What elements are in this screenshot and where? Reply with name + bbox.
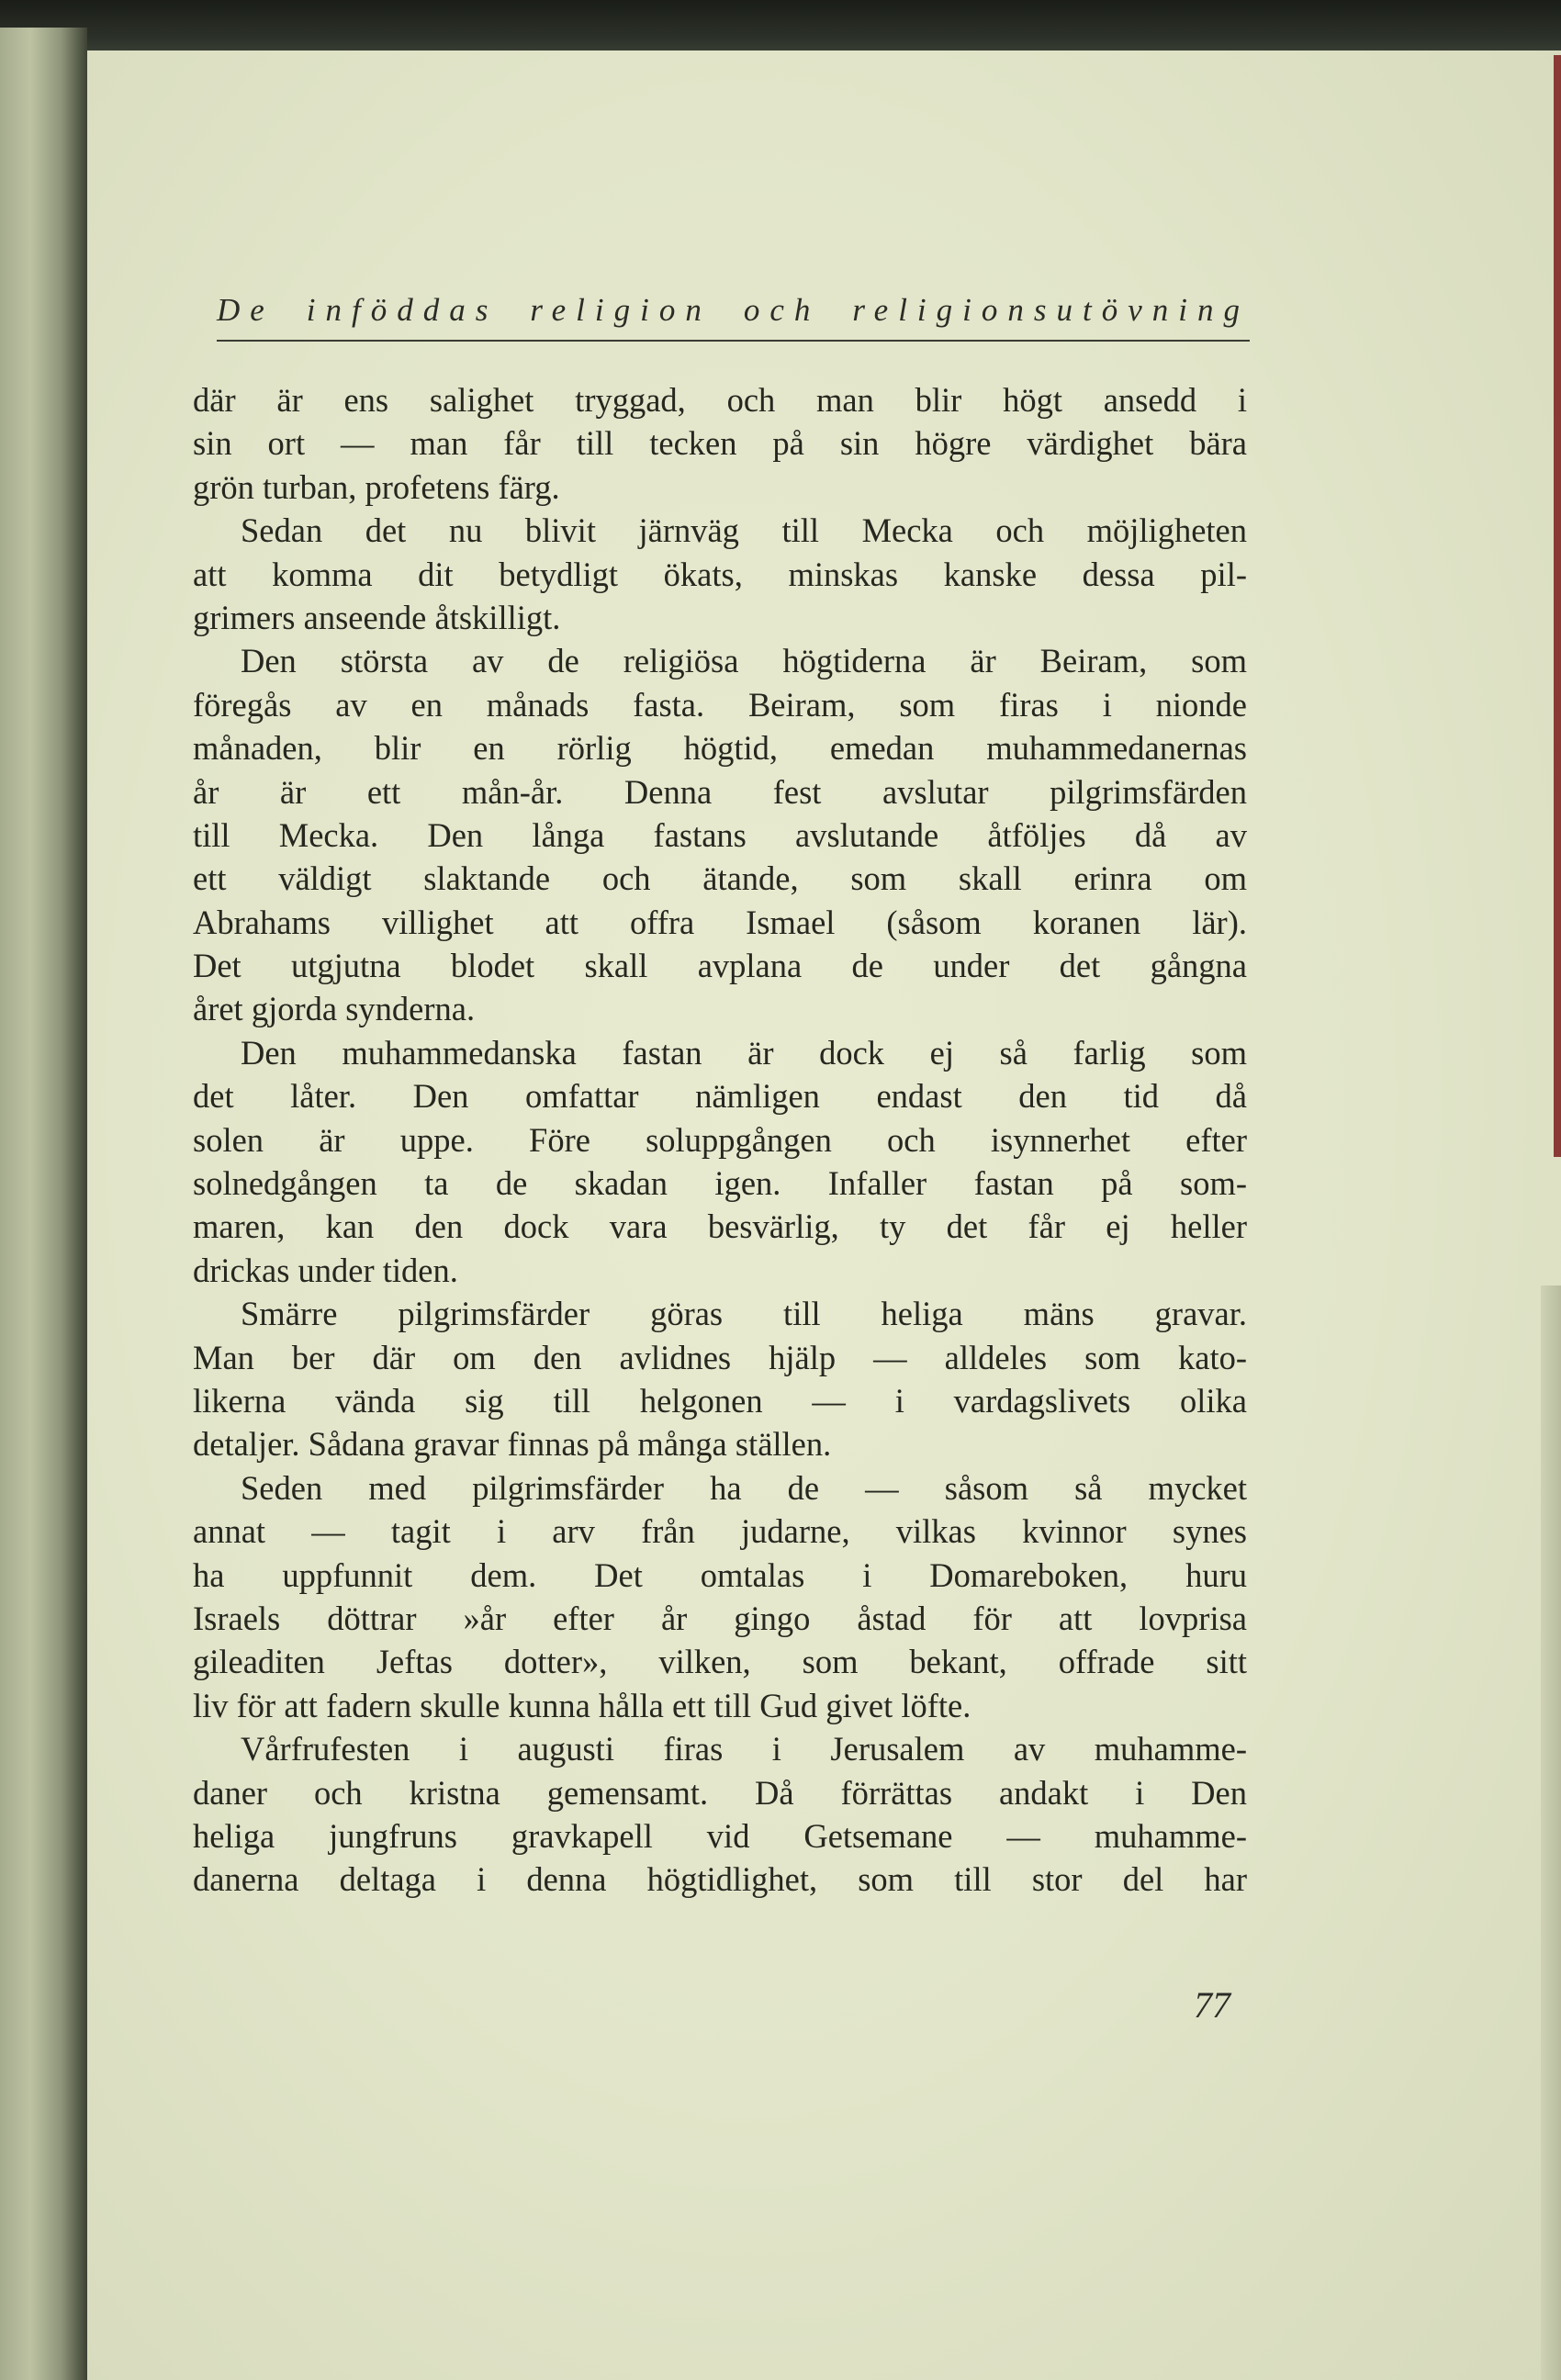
body-text xyxy=(193,378,1247,1902)
text-line: det låter. Den omfattar nämligen endast den tid då xyxy=(193,1077,1247,1116)
header-word: religion xyxy=(530,292,712,328)
text-line: daner och kristna gemensamt. Då förrättas andakt i Den xyxy=(193,1773,1247,1812)
header-word: De xyxy=(217,292,275,328)
text-line: månaden, blir en rörlig högtid, emedan muhammedanernas xyxy=(193,729,1247,768)
text-line: sin ort — man får till tecken på sin högre värdighet bära xyxy=(193,424,1247,463)
text-line: Smärre pilgrimsfärder göras till heliga mäns gravar. xyxy=(241,1295,1247,1333)
text-line: heliga jungfruns gravkapell vid Getsemane — muhamme- xyxy=(193,1816,1247,1855)
text-line: år är ett mån-år. Denna fest avslutar pilgrimsfärden xyxy=(193,772,1247,811)
text-line: att komma dit betydligt ökats, minskas kanske dessa pil- xyxy=(193,555,1247,593)
header-word: inföddas xyxy=(306,292,499,328)
text-line: Det utgjutna blodet skall avplana de under det gångna xyxy=(193,947,1247,985)
text-line: året gjorda synderna. xyxy=(193,990,476,1028)
text-line: maren, kan den dock vara besvärlig, ty det får ej heller xyxy=(193,1207,1247,1246)
header-word: religionsutövning xyxy=(852,292,1250,328)
book-gutter xyxy=(0,28,87,2380)
running-header xyxy=(217,274,1250,329)
text-line: till Mecka. Den långa fastans avslutande åtföljes då av xyxy=(193,815,1247,854)
text-line: Man ber där om den avlidnes hjälp — alldeles som kato- xyxy=(193,1338,1247,1376)
text-line: danerna deltaga i denna högtidlighet, som till stor del har xyxy=(193,1860,1247,1899)
next-page-edge xyxy=(1541,1285,1561,2380)
page-number: 77 xyxy=(1194,1984,1230,2026)
header-word: och xyxy=(743,292,821,328)
text-line: Abrahams villighet att offra Ismael (såsom koranen lär). xyxy=(193,903,1247,941)
text-line: Seden med pilgrimsfärder ha de — såsom så mycket xyxy=(241,1468,1247,1507)
text-line: Vårfrufesten i augusti firas i Jerusalem av muhamme- xyxy=(241,1730,1247,1768)
text-line: Israels döttrar »år efter år gingo åstad för att lovprisa xyxy=(193,1599,1247,1637)
text-line: solnedgången ta de skadan igen. Infaller fastan på som- xyxy=(193,1164,1247,1203)
text-line: ha uppfunnit dem. Det omtalas i Domareboken, huru xyxy=(193,1555,1247,1594)
text-line: Den muhammedanska fastan är dock ej så farlig som xyxy=(241,1033,1247,1072)
text-line: ett väldigt slaktande och ätande, som skall erinra om xyxy=(193,859,1247,898)
text-line: föregås av en månads fasta. Beiram, som firas i nionde xyxy=(193,685,1247,724)
text-line: drickas under tiden. xyxy=(193,1251,458,1289)
text-line: grimers anseende åtskilligt. xyxy=(193,598,561,636)
text-line: detaljer. Sådana gravar finnas på många ställen. xyxy=(193,1425,832,1464)
text-line: likerna vända sig till helgonen — i vardagslivets olika xyxy=(193,1381,1247,1420)
book-top-edge xyxy=(0,0,1561,55)
text-line: grön turban, profetens färg. xyxy=(193,467,560,506)
text-line: där är ens salighet tryggad, och man blir högt ansedd i xyxy=(193,381,1247,419)
header-rule xyxy=(217,340,1250,342)
text-line: annat — tagit i arv från judarne, vilkas kvinnor synes xyxy=(193,1512,1247,1551)
text-line: liv för att fadern skulle kunna hålla ett till Gud givet löfte. xyxy=(193,1686,971,1724)
text-line: gileaditen Jeftas dotter», vilken, som bekant, offrade sitt xyxy=(193,1643,1247,1681)
book-cover-edge xyxy=(1554,55,1561,1157)
text-line: solen är uppe. Före soluppgången och isynnerhet efter xyxy=(193,1120,1247,1159)
text-line: Den största av de religiösa högtiderna är Beiram, som xyxy=(241,642,1247,680)
text-line: Sedan det nu blivit järnväg till Mecka och möjligheten xyxy=(241,511,1247,550)
